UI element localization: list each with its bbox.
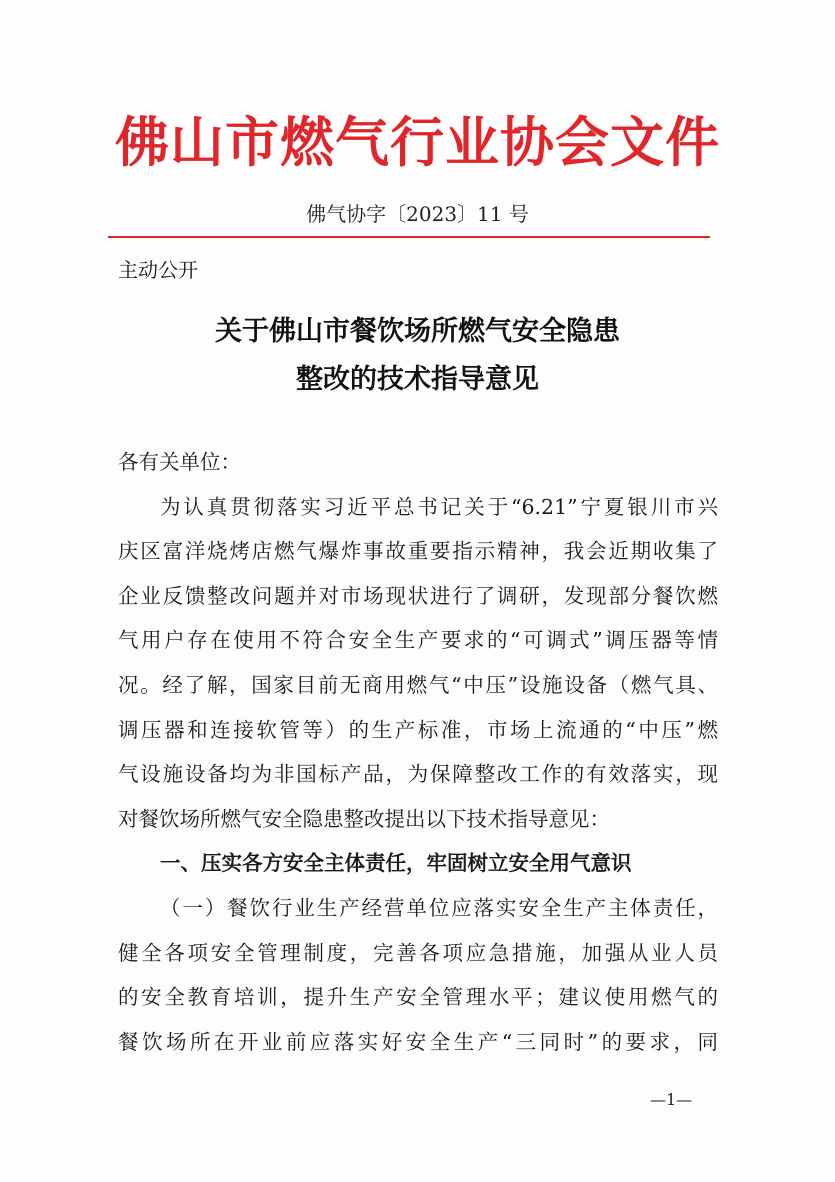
body-line: 气用户存在使用不符合安全生产要求的“可调式”调压器等情	[118, 628, 718, 653]
salutation: 各有关单位：	[118, 450, 241, 474]
document-number: 佛气协字〔2023〕11 号	[306, 202, 529, 226]
org-header-title: 佛山市燃气行业协会文件	[115, 111, 720, 174]
body-line: 气设施设备均为非国标产品，为保障整改工作的有效落实，现	[118, 762, 718, 787]
body-line: 的安全教育培训，提升生产安全管理水平；建议使用燃气的	[118, 985, 718, 1010]
document-body	[118, 440, 718, 1064]
document-title-line-2: 整改的技术指导意见	[296, 364, 539, 395]
body-line: 对餐饮场所燃气安全隐患整改提出以下技术指导意见：	[118, 806, 610, 831]
document-title-line-1: 关于佛山市餐饮场所燃气安全隐患	[215, 316, 620, 347]
document-title	[0, 308, 835, 404]
body-line: 企业反馈整改问题并对市场现状进行了调研，发现部分餐饮燃	[118, 583, 718, 608]
body-line: （一）餐饮行业生产经营单位应落实安全生产主体责任，	[160, 895, 718, 920]
body-line: 健全各项安全管理制度，完善各项应急措施，加强从业人员	[118, 940, 718, 965]
body-line: 庆区富洋烧烤店燃气爆炸事故重要指示精神，我会近期收集了	[118, 539, 718, 564]
body-line: 调压器和连接软管等）的生产标准，市场上流通的“中压”燃	[118, 717, 718, 742]
page-number: —1—	[650, 1090, 693, 1109]
body-line: 餐饮场所在开业前应落实好安全生产“三同时”的要求，同	[118, 1029, 718, 1054]
body-line: 为认真贯彻落实习近平总书记关于“6.21”宁夏银川市兴	[160, 494, 718, 519]
body-line: 况。经了解，国家目前无商用燃气“中压”设施设备（燃气具、	[118, 672, 718, 697]
header-divider	[108, 236, 710, 238]
disclosure-label: 主动公开	[118, 258, 198, 282]
section-heading: 一、压实各方安全主体责任，牢固树立安全用气意识	[160, 851, 632, 876]
